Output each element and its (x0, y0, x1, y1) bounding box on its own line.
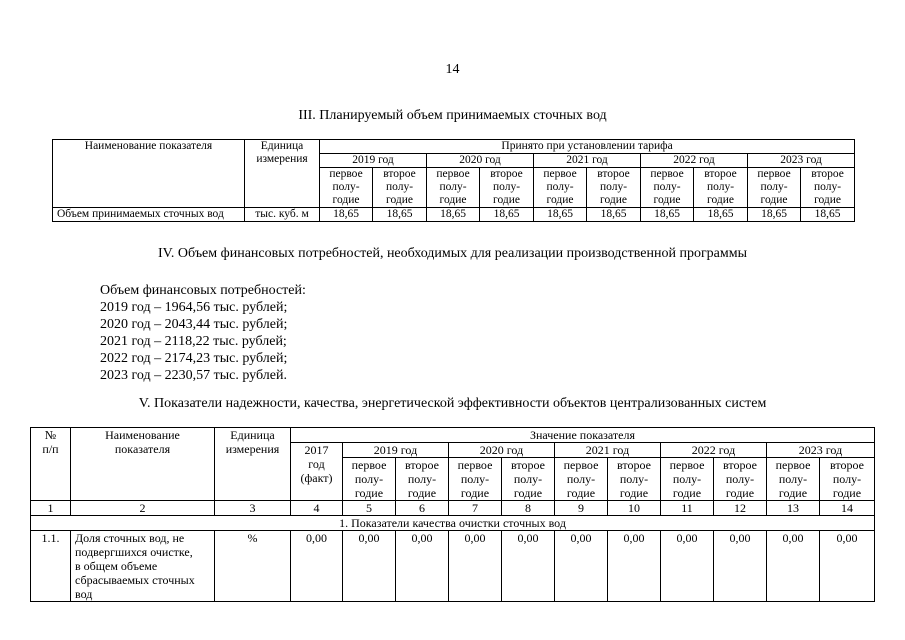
half-second: второе полу- годие (801, 168, 855, 208)
value-cell: 18,65 (480, 208, 534, 222)
value-cell: 18,65 (694, 208, 748, 222)
half-second: второе полу- годие (587, 168, 641, 208)
row-unit: % (215, 531, 291, 602)
value-cell: 0,00 (820, 531, 875, 602)
row-name: Объем принимаемых сточных вод (53, 208, 245, 222)
value-cell: 0,00 (449, 531, 502, 602)
value-cell: 18,65 (320, 208, 373, 222)
financial-line: 2022 год – 2174,23 тыс. рублей; (100, 351, 288, 366)
half-first: первое полу- годие (767, 458, 820, 501)
section3-title: III. Планируемый объем принимаемых сточных вод (298, 108, 607, 123)
header-unit: Единица измерения (215, 428, 291, 501)
year-header: 2021 год (555, 443, 661, 458)
half-second: второе полу- годие (396, 458, 449, 501)
year-header: 2023 год (748, 154, 855, 168)
column-number: 6 (396, 501, 449, 516)
value-cell: 18,65 (748, 208, 801, 222)
financial-line: 2021 год – 2118,22 тыс. рублей; (100, 334, 287, 349)
header-2017: 2017 год (факт) (291, 443, 343, 501)
header-unit: Единица измерения (245, 140, 320, 208)
section4-title: IV. Объем финансовых потребностей, необходимых для реализации производственной программы (157, 246, 748, 261)
value-cell: 0,00 (396, 531, 449, 602)
half-first: первое полу- годие (343, 458, 396, 501)
value-cell: 0,00 (767, 531, 820, 602)
column-number: 7 (449, 501, 502, 516)
row-num: 1.1. (31, 531, 71, 602)
column-number: 5 (343, 501, 396, 516)
section5-title: V. Показатели надежности, качества, энергетической эффективности объектов централизованных систем (138, 396, 767, 411)
half-first: первое полу- годие (320, 168, 373, 208)
half-second: второе полу- годие (694, 168, 748, 208)
value-cell: 0,00 (291, 531, 343, 602)
header-indicator-name: Наименование показателя (71, 428, 215, 501)
financial-line: 2020 год – 2043,44 тыс. рублей; (100, 317, 288, 332)
financial-needs (100, 282, 306, 384)
year-header: 2019 год (320, 154, 427, 168)
value-cell: 0,00 (555, 531, 608, 602)
header-value: Значение показателя (291, 428, 875, 443)
year-header: 2022 год (641, 154, 748, 168)
header-indicator-name: Наименование показателя (53, 140, 245, 208)
half-first: первое полу- годие (534, 168, 587, 208)
value-cell: 18,65 (587, 208, 641, 222)
row-name: Доля сточных вод, не подвергшихся очистке, в общем объеме сбрасываемых сточных вод (71, 531, 215, 602)
half-first: первое полу- годие (427, 168, 480, 208)
year-header: 2019 год (343, 443, 449, 458)
value-cell: 0,00 (343, 531, 396, 602)
half-first: первое полу- годие (555, 458, 608, 501)
half-first: первое полу- годие (641, 168, 694, 208)
value-cell: 0,00 (502, 531, 555, 602)
header-accepted: Принято при установлении тарифа (320, 140, 855, 154)
value-cell: 18,65 (534, 208, 587, 222)
column-number: 8 (502, 501, 555, 516)
year-header: 2020 год (427, 154, 534, 168)
half-second: второе полу- годие (480, 168, 534, 208)
financial-line: 2023 год – 2230,57 тыс. рублей. (100, 368, 287, 383)
value-cell: 18,65 (641, 208, 694, 222)
column-number: 9 (555, 501, 608, 516)
column-number: 2 (71, 501, 215, 516)
half-second: второе полу- годие (502, 458, 555, 501)
column-number: 3 (215, 501, 291, 516)
value-cell: 0,00 (608, 531, 661, 602)
half-second: второе полу- годие (373, 168, 427, 208)
year-header: 2022 год (661, 443, 767, 458)
value-cell: 18,65 (427, 208, 480, 222)
page-number: 14 (445, 62, 460, 77)
value-cell: 18,65 (801, 208, 855, 222)
half-second: второе полу- годие (608, 458, 661, 501)
value-cell: 18,65 (373, 208, 427, 222)
year-header: 2023 год (767, 443, 875, 458)
half-second: второе полу- годие (820, 458, 875, 501)
value-cell: 0,00 (661, 531, 714, 602)
column-number: 14 (820, 501, 875, 516)
header-num: № п/п (31, 428, 71, 501)
year-header: 2021 год (534, 154, 641, 168)
column-number: 1 (31, 501, 71, 516)
column-number: 12 (714, 501, 767, 516)
half-first: первое полу- годие (661, 458, 714, 501)
year-header: 2020 год (449, 443, 555, 458)
value-cell: 0,00 (714, 531, 767, 602)
column-number: 4 (291, 501, 343, 516)
half-second: второе полу- годие (714, 458, 767, 501)
half-first: первое полу- годие (748, 168, 801, 208)
column-number: 10 (608, 501, 661, 516)
column-number: 13 (767, 501, 820, 516)
half-first: первое полу- годие (449, 458, 502, 501)
group-title: 1. Показатели качества очистки сточных вод (31, 516, 875, 531)
row-unit: тыс. куб. м (245, 208, 320, 222)
column-number: 11 (661, 501, 714, 516)
section5-table (30, 427, 875, 602)
financial-line: 2019 год – 1964,56 тыс. рублей; (100, 300, 288, 315)
section3-table (52, 139, 855, 222)
financial-line: Объем финансовых потребностей: (100, 283, 306, 298)
